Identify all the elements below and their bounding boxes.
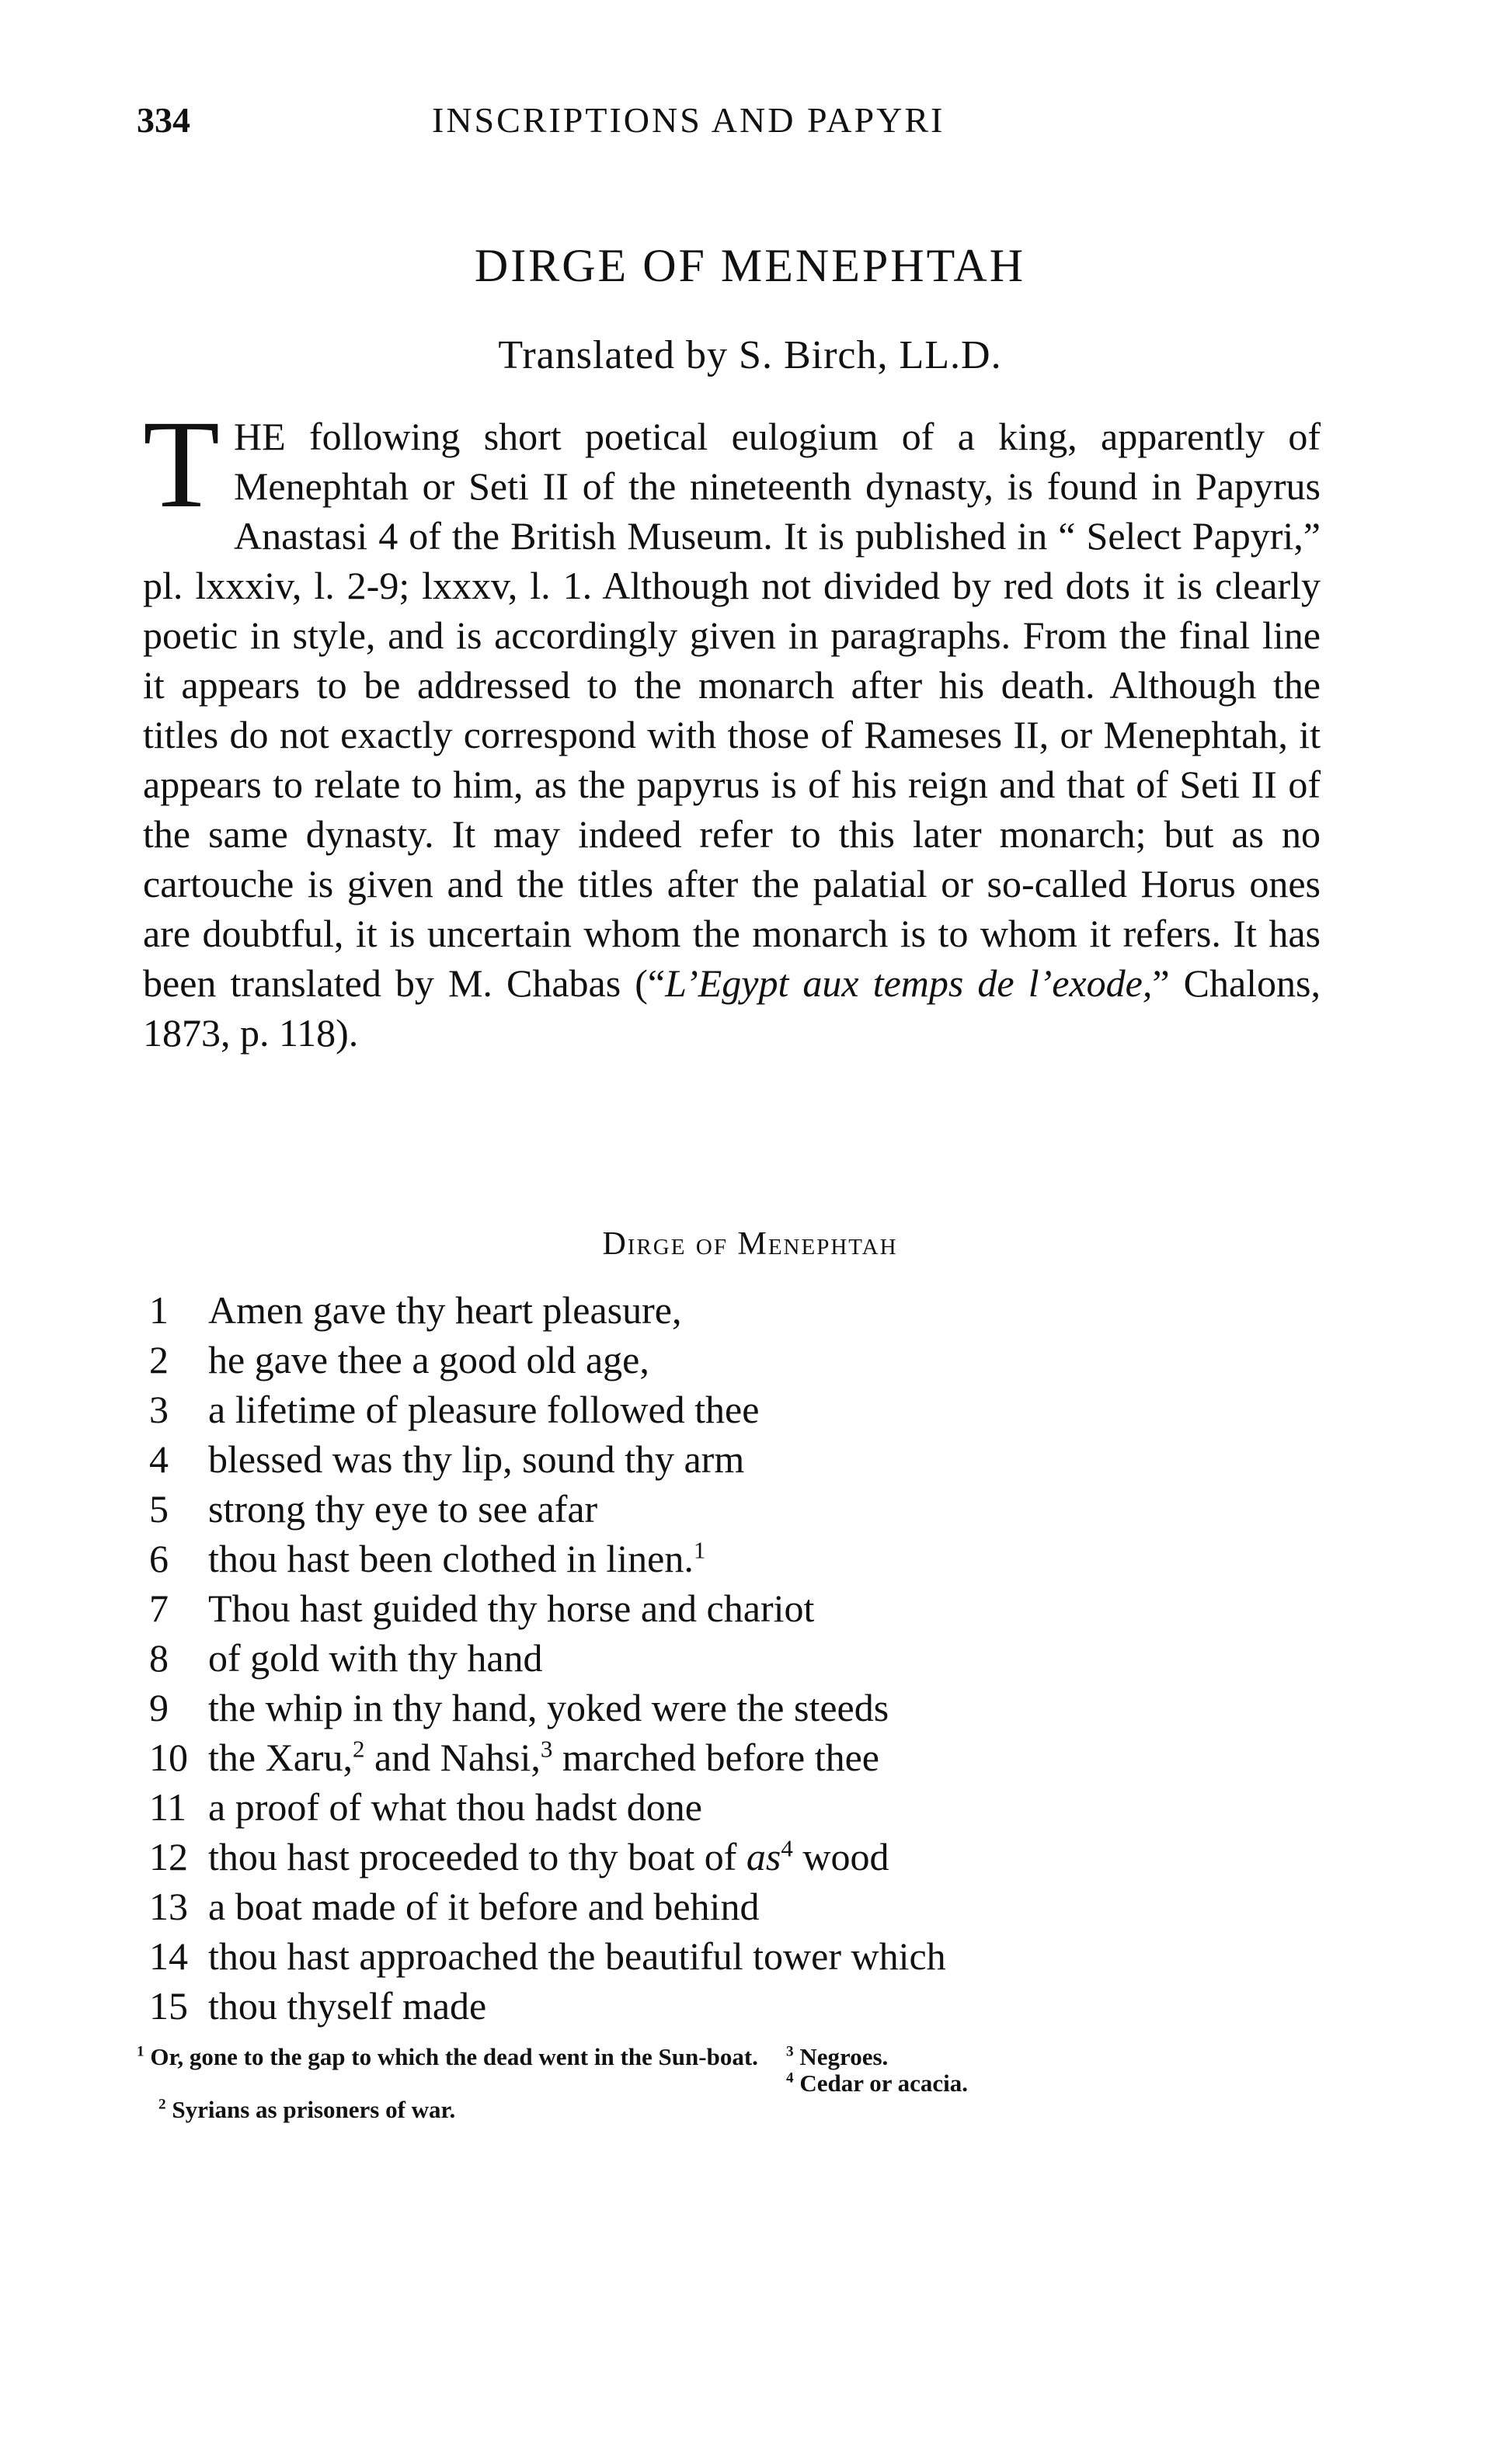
verse-number: 13 (149, 1885, 188, 1928)
verse-line (149, 1385, 1237, 1434)
verse-text (208, 1832, 889, 1882)
verse-line (149, 1782, 1237, 1832)
footnote-text: Negroes. (799, 2043, 889, 2070)
verse-text: Thou hast guided thy horse and chariot (208, 1586, 815, 1630)
verse-number: 8 (149, 1636, 169, 1680)
verse-italic-word: as (746, 1835, 781, 1878)
citation-tail: ” Chalons, 1873, p. 118). (143, 961, 1321, 1055)
footnote (786, 2044, 888, 2070)
introduction-paragraph (143, 395, 1321, 1058)
verse-text: blessed was thy lip, sound thy arm (208, 1437, 745, 1481)
verse-line (149, 1683, 1237, 1732)
verse-text: a lifetime of pleasure followed thee (208, 1388, 760, 1431)
verse-number: 4 (149, 1437, 169, 1481)
footnote-text: Or, gone to the gap to which the dead went in the Sun-boat. (150, 2043, 758, 2070)
verse-number: 11 (149, 1785, 187, 1829)
verse-line (149, 1434, 1237, 1484)
verse-line (149, 1832, 1237, 1882)
verse-line (149, 1732, 1237, 1782)
footnote (158, 2097, 455, 2123)
verse-line (149, 1285, 1237, 1335)
dirge-verse-list (149, 1285, 1237, 2031)
verse-line (149, 1882, 1237, 1931)
footnote-text: Syrians as prisoners of war. (172, 2096, 456, 2123)
dirge-heading: Dirge of Menephtah (602, 1226, 898, 1262)
verse-text: a boat made of it before and behind (208, 1885, 760, 1928)
verse-line (149, 1931, 1237, 1981)
translator-byline: Translated by S. Birch, LL.D. (498, 333, 1002, 377)
verse-text: thou hast approached the beautiful tower which (208, 1934, 946, 1978)
footnote-mark: 1 (137, 2043, 144, 2060)
verse-line (149, 1583, 1237, 1633)
footnote-ref: 4 (781, 1834, 793, 1862)
footnote-ref: 3 (540, 1735, 553, 1763)
verse-text (208, 1732, 879, 1782)
verse-text-part: thou hast been clothed in linen. (208, 1537, 694, 1580)
verse-number: 14 (149, 1934, 188, 1978)
verse-text-part: wood (792, 1835, 889, 1878)
verse-number: 3 (149, 1388, 169, 1431)
verse-text: the whip in thy hand, yoked were the steeds (208, 1686, 889, 1729)
verse-number: 10 (149, 1736, 188, 1779)
drop-cap: T (143, 395, 220, 534)
running-head (137, 99, 1349, 154)
verse-line (149, 1484, 1237, 1534)
introduction-text: HE following short poetical eulogium of a king, apparently of Menephtah or Seti II of the nineteenth dynasty, is found in Papyrus Anastasi 4 of the British Museum. It is published in “ Select Papyri,” pl. lxxxiv, l. 2-9; lxxxv, l. 1. Although not divided by red dots it is clearly poetic in style, and is accordingly given in paragraphs. From the final line it appears to be addressed to the monarch after his death. Although the titles do not exactly correspond with those of Rameses II, or Menephtah, it appears to relate to him, as the papyrus is of his reign and that of Seti II of the same dynasty. It may indeed refer to this later monarch; but as no cartouche is given and the titles after the palatial or so-called Horus ones are doubtful, it is uncertain whom the monarch is to whom it refers. It has been translated by M. Chabas (“ (143, 415, 1321, 1005)
verse-number: 15 (149, 1984, 188, 2028)
verse-number: 6 (149, 1537, 169, 1580)
verse-number: 1 (149, 1288, 169, 1332)
footnote (137, 2044, 758, 2070)
footnote-text: Cedar or acacia. (799, 2070, 969, 2097)
footnote-ref: 2 (353, 1735, 365, 1763)
footnote-ref: 1 (693, 1536, 706, 1564)
verse-number: 5 (149, 1487, 169, 1531)
page-title: DIRGE OF MENEPHTAH (474, 240, 1026, 291)
cited-work: L’Egypt aux temps de l’exode, (665, 961, 1153, 1005)
verse-line (149, 1633, 1237, 1683)
footnote-mark: 3 (786, 2043, 794, 2060)
verse-number: 7 (149, 1586, 169, 1630)
verse-number: 2 (149, 1338, 169, 1381)
verse-text (208, 1534, 705, 1583)
verse-line (149, 1981, 1237, 2031)
verse-line (149, 1534, 1237, 1583)
page-number: 334 (137, 100, 190, 140)
verse-text: of gold with thy hand (208, 1636, 543, 1680)
running-title: INSCRIPTIONS AND PAPYRI (432, 100, 945, 140)
footnote-mark: 2 (158, 2096, 166, 2113)
verse-number: 12 (149, 1835, 188, 1878)
footnote-mark: 4 (786, 2070, 794, 2087)
verse-text: Amen gave thy heart pleasure, (208, 1288, 682, 1332)
verse-text: strong thy eye to see afar (208, 1487, 598, 1531)
footnote (786, 2070, 968, 2097)
verse-text-part: and Nahsi, (364, 1736, 541, 1779)
verse-text: thou thyself made (208, 1984, 487, 2028)
verse-text-part: the Xaru, (208, 1736, 353, 1779)
verse-number: 9 (149, 1686, 169, 1729)
verse-text-part: thou hast proceeded to thy boat of (208, 1835, 747, 1878)
verse-text: a proof of what thou hadst done (208, 1785, 702, 1829)
verse-line (149, 1335, 1237, 1385)
verse-text: he gave thee a good old age, (208, 1338, 649, 1381)
verse-text-part: marched before thee (552, 1736, 879, 1779)
